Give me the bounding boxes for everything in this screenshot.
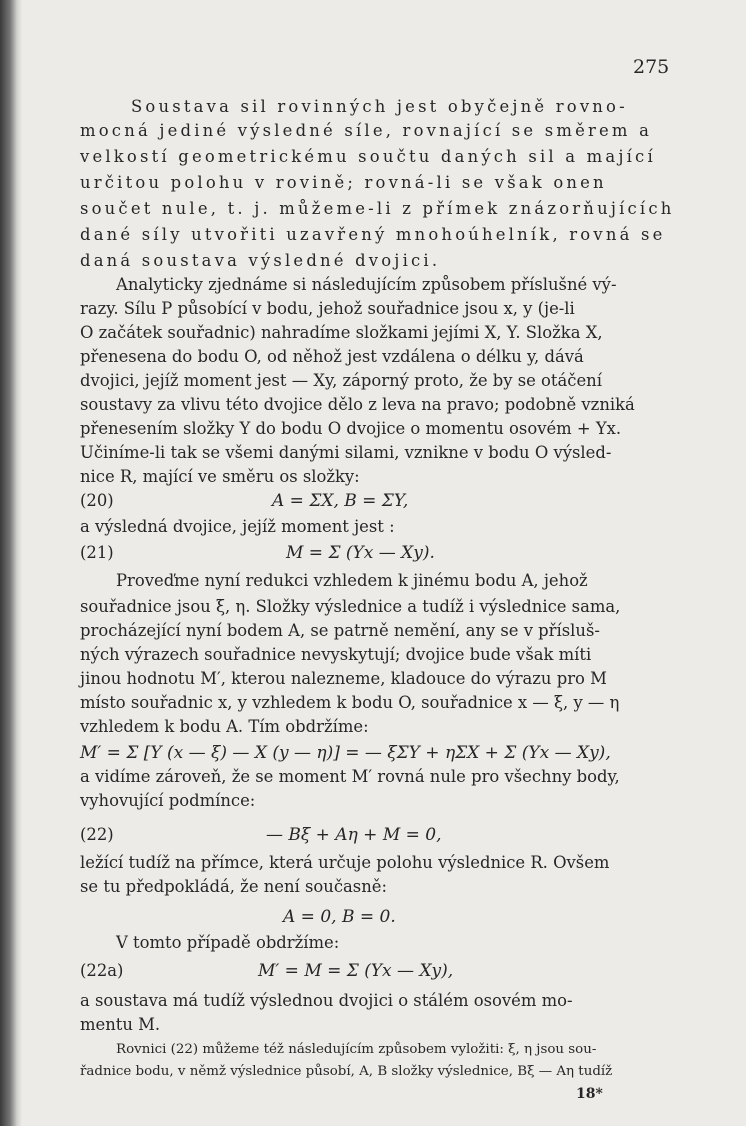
text-line: O začátek souřadnic) nahradíme složkami jejími X, Y. Složka X, <box>80 323 603 342</box>
equation: M′ = Σ [Y (x — ξ) — X (y — η)] = — ξΣY + ηΣX + Σ (Yx — Xy), <box>80 743 611 763</box>
text-line: daná soustava výsledné dvojici. <box>80 251 441 270</box>
text-line: se tu předpokládá, že není současně: <box>80 877 387 896</box>
text-line: velkostí geometrickému součtu daných sil a mající <box>80 147 656 166</box>
signature-mark: 18* <box>576 1086 603 1102</box>
text-line: jinou hodnotu M′, kterou nalezneme, kladouce do výrazu pro M <box>80 669 607 688</box>
equation: A = 0, B = 0. <box>283 907 396 927</box>
text-line: a vidíme zároveň, že se moment M′ rovná nule pro všechny body, <box>80 767 620 786</box>
text-line: Analyticky zjednáme si následujícím způsobem příslušné vý- <box>116 275 617 294</box>
equation: M′ = M = Σ (Yx — Xy), <box>258 961 454 981</box>
text-line: nice R, mající ve směru os složky: <box>80 467 360 486</box>
text-line: procházející nyní bodem A, se patrně nemění, any se v přísluš- <box>80 621 600 640</box>
text-line: místo souřadnic x, y vzhledem k bodu O, souřadnice x — ξ, y — η <box>80 693 620 712</box>
text-line: určitou polohu v rovině; rovná-li se však onen <box>80 173 607 192</box>
text-line: a soustava má tudíž výslednou dvojici o stálém osovém mo- <box>80 991 573 1010</box>
page-number: 275 <box>633 56 670 78</box>
text-line: Soustava sil rovinných jest obyčejně rovno- <box>131 97 628 116</box>
book-binding-edge <box>0 0 22 1126</box>
text-line: Učiníme-li tak se všemi danými silami, vznikne v bodu O výsled- <box>80 443 612 462</box>
text-line: přenesením složky Y do bodu O dvojice o momentu osovém + Yx. <box>80 419 622 438</box>
text-line: dvojici, jejíž moment jest — Xy, záporný proto, že by se otáčení <box>80 371 602 390</box>
equation-number: (22) <box>80 825 114 844</box>
equation-number: (22a) <box>80 961 124 980</box>
text-line: dané síly utvořiti uzavřený mnohoúhelník, rovná se <box>80 225 666 244</box>
text-line: souřadnice jsou ξ, η. Složky výslednice a tudíž i výslednice sama, <box>80 597 621 616</box>
text-line: V tomto případě obdržíme: <box>116 933 340 952</box>
text-line: přenesena do bodu O, od něhož jest vzdálena o délku y, dává <box>80 347 584 366</box>
text-line: vzhledem k bodu A. Tím obdržíme: <box>80 717 369 736</box>
equation-number: (20) <box>80 491 114 510</box>
text-line: ležící tudíž na přímce, která určuje polohu výslednice R. Ovšem <box>80 853 610 872</box>
text-line: vyhovující podmínce: <box>80 791 256 810</box>
equation-number: (21) <box>80 543 114 562</box>
equation: M = Σ (Yx — Xy). <box>286 543 435 563</box>
equation: — Bξ + Aη + M = 0, <box>266 825 442 845</box>
footnote-line: Rovnici (22) můžeme též následujícím způsobem vyložiti: ξ, η jsou sou- <box>116 1042 597 1057</box>
footnote-line: řadnice bodu, v němž výslednice působí, A, B složky výslednice, Bξ — Aη tudíž <box>80 1064 613 1079</box>
text-line: a výsledná dvojice, jejíž moment jest : <box>80 517 395 536</box>
text-line: součet nule, t. j. můžeme-li z přímek znázorňujících <box>80 199 675 218</box>
text-line: mentu M. <box>80 1015 161 1034</box>
equation: A = ΣX, B = ΣY, <box>272 491 409 511</box>
text-line: razy. Sílu P působící v bodu, jehož souřadnice jsou x, y (je-li <box>80 299 575 318</box>
text-line: soustavy za vlivu této dvojice dělo z leva na pravo; podobně vzniká <box>80 395 635 414</box>
text-line: Proveďme nyní redukci vzhledem k jinému bodu A, jehož <box>116 571 588 590</box>
text-line: mocná jediné výsledné síle, rovnající se směrem a <box>80 121 653 140</box>
text-line: ných výrazech souřadnice nevyskytují; dvojice bude však míti <box>80 645 592 664</box>
